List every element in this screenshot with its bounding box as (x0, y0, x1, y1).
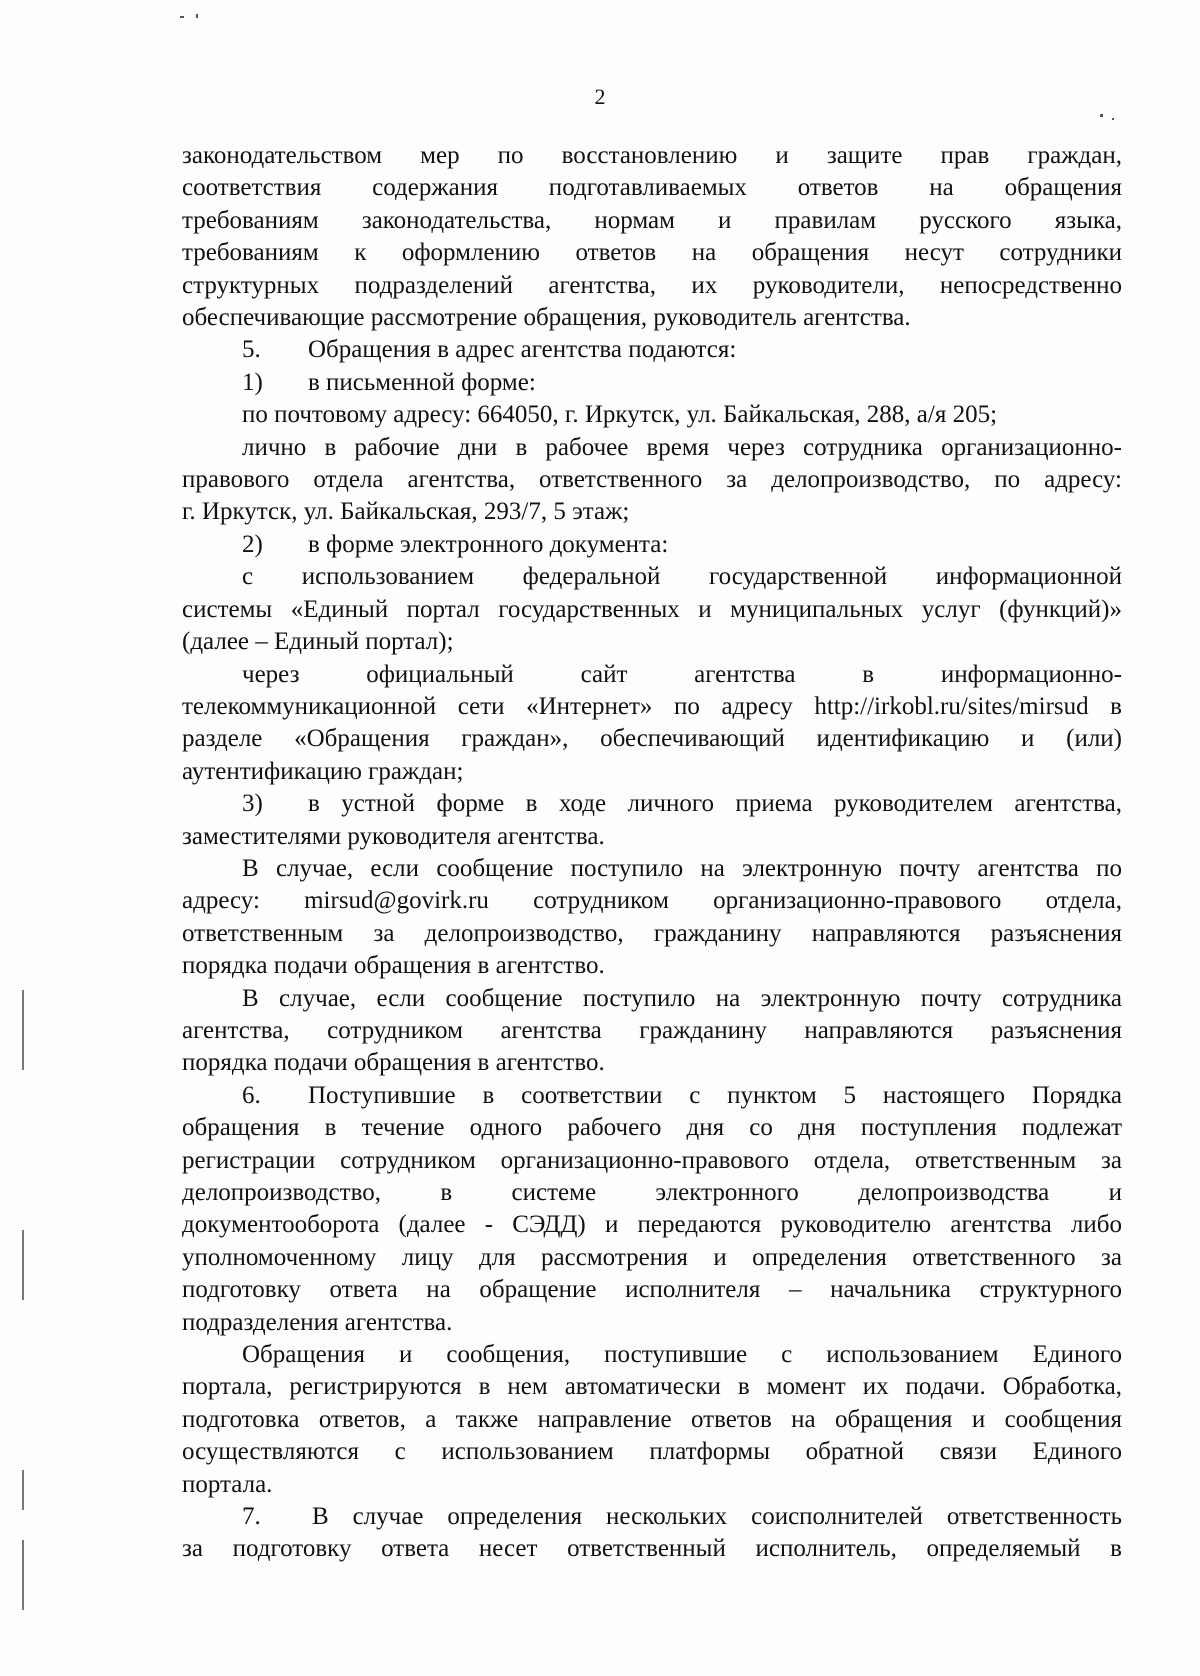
text-line: подготовку ответа на обращение исполнителя – начальника структурного (182, 1276, 1122, 1304)
text-line: правового отдела агентства, ответственного за делопроизводство, по адресу: (182, 466, 1122, 494)
text-line (182, 367, 1122, 399)
text-line: регистрации сотрудником организационно-правового отдела, ответственным за (182, 1146, 1122, 1174)
text-line (182, 1501, 1122, 1533)
text-line: порядка подачи обращения в агентство. (182, 1049, 605, 1077)
item-number: 1) (242, 368, 263, 396)
text-line: требованиям законодательства, нормам и правилам русского языка, (182, 206, 1122, 234)
scan-edge-line (22, 990, 24, 1070)
text-line (182, 334, 1122, 366)
text-line: лично в рабочие дни в рабочее время через сотрудника организационно- (242, 433, 1122, 461)
item-text: в устной форме в ходе личного приема руководителем агентства, (308, 790, 1122, 818)
text-line: документооборота (далее - СЭДД) и передаются руководителю агентства либо (182, 1211, 1122, 1239)
text-line: делопроизводство, в системе электронного делопроизводства и (182, 1179, 1122, 1206)
item-number: 2) (242, 530, 263, 558)
text-line (182, 788, 1122, 820)
text-line: через официальный сайт агентства в информационно- (242, 660, 1122, 688)
text-line (182, 529, 1122, 561)
text-line: структурных подразделений агентства, их руководители, непосредственно (182, 271, 1122, 299)
scan-edge-line (22, 1230, 24, 1300)
text-line: (далее – Единый портал); (182, 628, 454, 656)
page-number: 2 (594, 84, 606, 109)
text-line: адресу: mirsud@govirk.ru сотрудником организационно-правового отдела, (182, 887, 1122, 915)
text-line: законодательством мер по восстановлению и защите прав граждан, (182, 142, 1122, 169)
text-line: заместителями руководителя агентства. (182, 822, 605, 850)
text-line: соответствия содержания подготавливаемых ответов на обращения (182, 174, 1122, 202)
text-line: г. Иркутск, ул. Байкальская, 293/7, 5 этаж; (182, 498, 630, 526)
text-line (182, 1080, 1122, 1112)
text-line: В случае, если сообщение поступило на электронную почту сотрудника (242, 984, 1122, 1012)
scan-speck (1100, 114, 1103, 117)
text-line: ответственным за делопроизводство, гражданину направляются разъяснения (182, 919, 1122, 947)
document-body (182, 140, 1122, 1566)
text-line: подразделения агентства. (182, 1308, 453, 1336)
item-text: Поступившие в соответствии с пунктом 5 настоящего Порядка (308, 1081, 1122, 1109)
text-line: по почтовому адресу: 664050, г. Иркутск, ул. Байкальская, 288, а/я 205; (242, 401, 998, 429)
item-number: 7. (242, 1503, 261, 1531)
text-line: портала, регистрируются в нем автоматически в момент их подачи. Обработка, (182, 1373, 1122, 1401)
text-line: Обращения и сообщения, поступившие с использованием Единого (242, 1341, 1122, 1369)
text-line: системы «Единый портал государственных и муниципальных услуг (функций)» (182, 595, 1122, 623)
text-line: разделе «Обращения граждан», обеспечивающий идентификацию и (или) (182, 725, 1122, 753)
text-line: портала. (182, 1470, 273, 1498)
item-text: в форме электронного документа: (308, 530, 669, 558)
text-line: с использованием федеральной государственной информационной (242, 563, 1122, 591)
text-line: за подготовку ответа несет ответственный исполнитель, определяемый в (182, 1535, 1122, 1563)
scan-speck (1112, 118, 1114, 120)
item-number: 3) (242, 790, 263, 818)
item-text: Обращения в адрес агентства подаются: (308, 336, 737, 364)
scan-edge-line (22, 1470, 24, 1510)
scan-speck (196, 14, 198, 18)
item-number: 6. (242, 1081, 261, 1109)
text-line: требованиям к оформлению ответов на обращения несут сотрудники (182, 239, 1122, 267)
text-line: аутентификацию граждан; (182, 757, 464, 785)
item-text: В случае определения нескольких соисполнителей ответственность (312, 1503, 1122, 1531)
text-line: уполномоченному лицу для рассмотрения и определения ответственного за (182, 1243, 1122, 1271)
text-line: агентства, сотрудником агентства гражданину направляются разъяснения (182, 1016, 1122, 1044)
text-line: подготовка ответов, а также направление ответов на обращения и сообщения (182, 1405, 1122, 1433)
item-text: в письменной форме: (308, 368, 536, 396)
text-line: осуществляются с использованием платформы обратной связи Единого (182, 1438, 1122, 1466)
text-line: порядка подачи обращения в агентство. (182, 952, 605, 980)
item-number: 5. (242, 336, 261, 364)
scan-speck (180, 16, 184, 18)
text-line: обеспечивающие рассмотрение обращения, руководитель агентства. (182, 304, 911, 332)
text-line: телекоммуникационной сети «Интернет» по адресу http://irkobl.ru/sites/mirsud в (182, 692, 1122, 720)
text-line: В случае, если сообщение поступило на электронную почту агентства по (242, 854, 1122, 882)
scan-edge-line (22, 1540, 24, 1610)
text-line: обращения в течение одного рабочего дня со дня поступления подлежат (182, 1114, 1122, 1142)
